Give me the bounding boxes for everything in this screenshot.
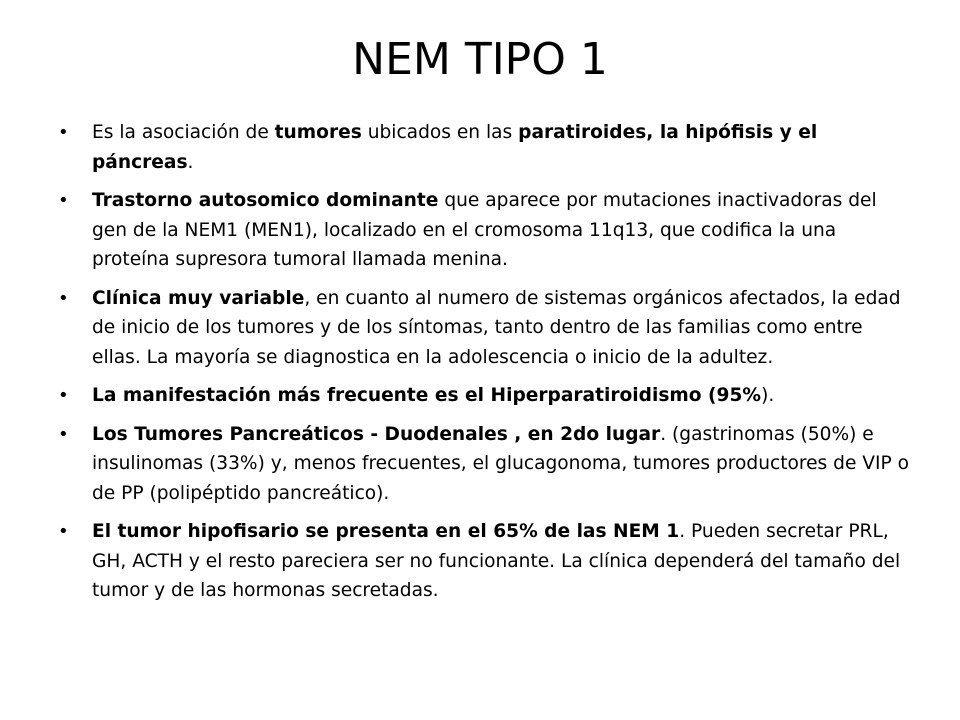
bullet-text: . (gastrinomas (50%) e insulinomas (33%) y, menos frecuentes, el glucagonoma, tumores productores de VIP o de PP (polipéptido pancreático). <box>92 423 909 504</box>
bullet-text: Es la asociación de <box>92 122 275 143</box>
bullet-item <box>54 118 914 177</box>
slide-title: NEM TIPO 1 <box>352 34 608 85</box>
bullet-text-bold: tumores <box>274 122 362 143</box>
bullet-text-bold: Trastorno autosomico dominante <box>92 190 439 211</box>
bullet-text: ). <box>761 385 775 406</box>
bullet-text-bold: La manifestación más frecuente es el Hiperparatiroidismo (95% <box>92 385 762 406</box>
bullet-dot-icon: • <box>58 385 69 406</box>
bullet-text: , en cuanto al numero de sistemas orgánicos afectados, la edad de inicio de los tumores y de los síntomas, tanto dentro de las familias como entre ellas. La mayoría se diagnostica en la adolescencia o inicio de la adultez. <box>92 287 901 368</box>
bullet-text: que aparece por mutaciones inactivadoras del gen de la NEM1 (MEN1), localizado en el cromosoma 11q13, que codifica la una proteína supresora tumoral llamada menina. <box>92 190 877 270</box>
bullet-dot-icon: • <box>58 122 69 143</box>
bullet-item <box>54 420 914 509</box>
bullet-item <box>54 381 914 411</box>
bullet-item <box>54 284 914 373</box>
bullet-text-bold: Los Tumores Pancreáticos - Duodenales , en 2do lugar <box>92 423 661 445</box>
bullet-item <box>54 517 914 606</box>
bullet-text: . Pueden secretar PRL, GH, ACTH y el resto pareciera ser no funcionante. La clínica dependerá del tamaño del tumor y de las hormonas secretadas. <box>92 521 901 601</box>
bullet-dot-icon: • <box>58 423 69 445</box>
bullet-dot-icon: • <box>58 190 69 211</box>
bullet-text-bold: paratiroides, la hipófisis y el páncreas <box>92 122 818 173</box>
bullet-text: ubicados en las <box>361 122 519 143</box>
bullet-dot-icon: • <box>58 521 69 542</box>
bullet-text-bold: Clínica muy variable <box>92 287 305 309</box>
bullet-item <box>54 186 914 275</box>
bullet-text: . <box>187 151 194 173</box>
bullet-text-bold: El tumor hipofisario se presenta en el 65% de las NEM 1 <box>92 521 680 542</box>
bullet-list <box>54 118 914 615</box>
bullet-dot-icon: • <box>58 287 69 309</box>
